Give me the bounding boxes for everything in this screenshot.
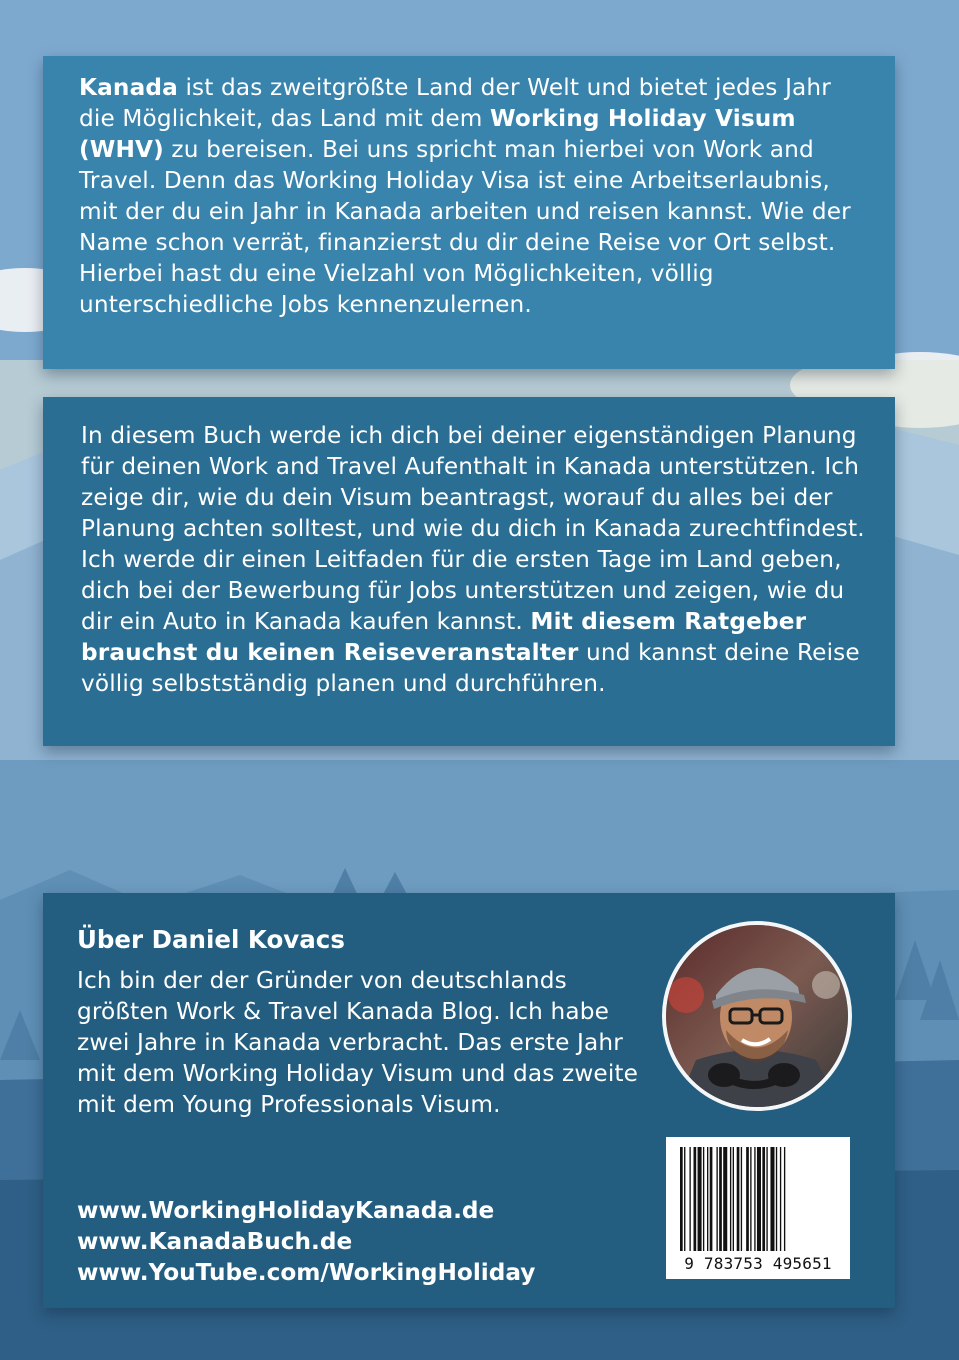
barcode-bar: [766, 1147, 767, 1251]
intro-text-segment: zu bereisen. Bei uns spricht man hierbei von Work and Travel. Denn das Working Holiday Visa ist eine Arbeitserlaubnis, mit der du ein Jahr in Kanada arbeiten und reisen kannst. Wie der Name schon verrät, finanzierst du dir deine Reise vor Ort selbst. Hierbei hast du eine Vielzahl von Möglichkeiten, völlig unterschiedliche Jobs kennenzulernen.: [79, 136, 851, 318]
barcode-bar: [780, 1147, 781, 1251]
barcode-bar: [707, 1147, 708, 1251]
barcode-bar: [680, 1147, 683, 1251]
link-kanada-buch[interactable]: www.KanadaBuch.de: [77, 1228, 353, 1255]
barcode-bar: [754, 1147, 755, 1251]
intro-box: [43, 56, 895, 369]
intro-paragraph: [79, 72, 865, 320]
barcode-bar: [684, 1147, 685, 1251]
barcode-bar: [770, 1147, 774, 1251]
barcode-bar: [719, 1147, 722, 1251]
barcode-bar: [733, 1147, 734, 1251]
barcode-bar: [694, 1147, 697, 1251]
author-box: [43, 893, 895, 1308]
intro-text-segment: Working Holiday Visum (WHV): [79, 105, 796, 163]
isbn-number: 9 783753 495651: [672, 1255, 844, 1273]
description-text-segment: und kannst deine Reise völlig selbstständig planen und durchführen.: [81, 639, 860, 697]
description-box: [43, 397, 895, 746]
barcode-bar: [716, 1147, 717, 1251]
barcode-bar: [757, 1147, 761, 1251]
barcode-bars: [678, 1147, 838, 1251]
barcode-bar: [784, 1147, 785, 1251]
barcode-bar: [776, 1147, 777, 1251]
barcode-bar: [746, 1147, 749, 1251]
link-youtube[interactable]: www.YouTube.com/WorkingHoliday: [77, 1259, 536, 1286]
barcode-bar: [723, 1147, 727, 1251]
barcode: [666, 1137, 850, 1279]
barcode-bar: [689, 1147, 690, 1251]
intro-text-segment: ist das zweitgrößte Land der Welt und bietet jedes Jahr die Möglichkeit, das Land mit dem: [79, 74, 831, 132]
description-text-segment: In diesem Buch werde ich dich bei deiner eigenständigen Planung für deinen Work and Travel Aufenthalt in Kanada unterstützen. Ich zeige dir, wie du dein Visum beantragst, worauf du alles bei der Planung achten solltest, und wie du dich in Kanada zurechtfindest. Ich werde dir einen Leitfaden für die ersten Tage im Land geben, dich bei der Bewerbung für Jobs unterstützen und zeigen, wie du dir ein Auto in Kanada kaufen kannst.: [81, 422, 865, 635]
description-paragraph: [81, 420, 865, 699]
author-avatar: [662, 921, 852, 1111]
barcode-bar: [737, 1147, 740, 1251]
barcode-bar: [750, 1147, 751, 1251]
description-text-segment: Mit diesem Ratgeber brauchst du keinen Reiseveranstalter: [81, 608, 807, 666]
link-list: [77, 1195, 535, 1288]
barcode-bar: [698, 1147, 702, 1251]
author-bio: Ich bin der der Gründer von deutschlands größten Work & Travel Kanada Blog. Ich habe zwei Jahre in Kanada verbracht. Das erste Jahr mit dem Working Holiday Visum und das zweite mit dem Young Professionals Visum.: [77, 967, 639, 1118]
barcode-bar: [762, 1147, 765, 1251]
link-working-holiday-kanada[interactable]: www.WorkingHolidayKanada.de: [77, 1197, 495, 1224]
barcode-bar: [730, 1147, 731, 1251]
author-heading: Über Daniel Kovacs: [77, 925, 345, 954]
barcode-bar: [710, 1147, 713, 1251]
barcode-bar: [703, 1147, 704, 1251]
intro-text-segment: Kanada: [79, 74, 178, 101]
barcode-bar: [741, 1147, 742, 1251]
